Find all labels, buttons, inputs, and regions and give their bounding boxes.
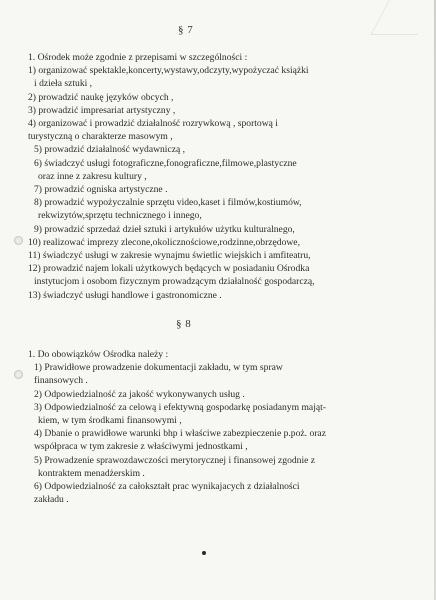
list-item-continuation: turystyczną o charakterze masowym , xyxy=(28,131,173,143)
list-item: 13) świadczyć usługi handlowe i gastronomiczne . xyxy=(28,289,222,301)
list-item: 10) realizować imprezy zlecone,okolicznościowe,rodzinne,obrzędowe, xyxy=(28,236,300,248)
list-item: 3) Odpowiedzialność za celową i efektywną gospodarkę posiadanym mająt- xyxy=(34,401,326,413)
list-item: 11) świadczyć usługi w zakresie wynajmu świetlic wiejskich i amfiteatru, xyxy=(28,250,311,262)
list-item-continuation: rekwizytów,sprzętu technicznego i innego, xyxy=(38,210,202,222)
list-item-continuation: współpraca w tym zakresie z właściwymi jednostkami , xyxy=(34,441,248,453)
list-item: 1) organizować spektakle,koncerty,wystawy,odczyty,wypożyczać książki xyxy=(28,65,309,77)
list-item-continuation: instytucjom i osobom fizycznym prowadzącym działalność gospodarczą, xyxy=(34,276,315,288)
list-item: 4) Dbanie o prawidłowe warunki bhp i właściwe zabezpieczenie p.poż. oraz xyxy=(34,428,326,440)
paragraph-line: 1. Do obowiązków Ośrodka należy : xyxy=(28,349,169,360)
list-item-continuation: kontraktem menadżerskim . xyxy=(38,467,145,479)
punch-hole xyxy=(14,370,23,379)
list-item: 1) Prawidłowe prowadzenie dokumentacji zakładu, w tym spraw xyxy=(34,362,283,374)
list-item-continuation: i dzieła sztuki , xyxy=(34,78,93,90)
list-item: 6) Odpowiedzialność za całokształt prac wynikajacych z działalności xyxy=(34,481,300,493)
section-heading-8: § 8 xyxy=(176,318,192,330)
paragraph-line: 1. Ośrodek może zgodnie z przepisami w szczególności : xyxy=(28,52,248,63)
list-item: 5) Prowadzenie sprawozdawczości merytorycznej i finansowej zgodnie z xyxy=(34,454,316,466)
list-item: 9) prowadzić sprzedaż dzieł sztuki i artykułów użytku kulturalnego, xyxy=(34,223,295,235)
section-heading-7: § 7 xyxy=(178,24,194,36)
list-item-continuation: oraz inne z zakresu kultury , xyxy=(38,170,147,182)
list-item: 6) świadczyć usługi fotograficzne,fonograficzne,filmowe,plastyczne xyxy=(34,157,297,169)
list-item: 8) prowadzić wypożyczalnie sprzętu video,kaset i filmów,kostiumów, xyxy=(34,197,302,209)
list-item: 7) prowadzić ogniska artystyczne . xyxy=(34,184,168,196)
section-8-body xyxy=(28,348,418,506)
list-item: 3) prowadzić impresariat artystyczny , xyxy=(28,104,176,116)
list-item-continuation: kiem, w tym środkami finansowymi , xyxy=(38,415,182,427)
list-item-continuation: finansowych . xyxy=(34,375,88,387)
list-item-continuation: zakładu . xyxy=(34,494,69,506)
punch-hole xyxy=(14,236,23,245)
list-item: 12) prowadzić najem lokali użytkowych będących w posiadaniu Ośrodka xyxy=(28,263,310,275)
page-fold-mark xyxy=(370,0,436,35)
list-item: 4) organizować i prowadzić działalność rozrywkową , sportową i xyxy=(28,118,278,130)
ink-dot xyxy=(202,551,206,555)
list-item: 5) prowadzić działalność wydawniczą , xyxy=(34,144,186,156)
list-item: 2) Odpowiedzialność za jakość wykonywanych usług . xyxy=(34,388,245,400)
section-7-body xyxy=(28,51,418,302)
list-item: 2) prowadzić naukę języków obcych , xyxy=(28,91,174,103)
